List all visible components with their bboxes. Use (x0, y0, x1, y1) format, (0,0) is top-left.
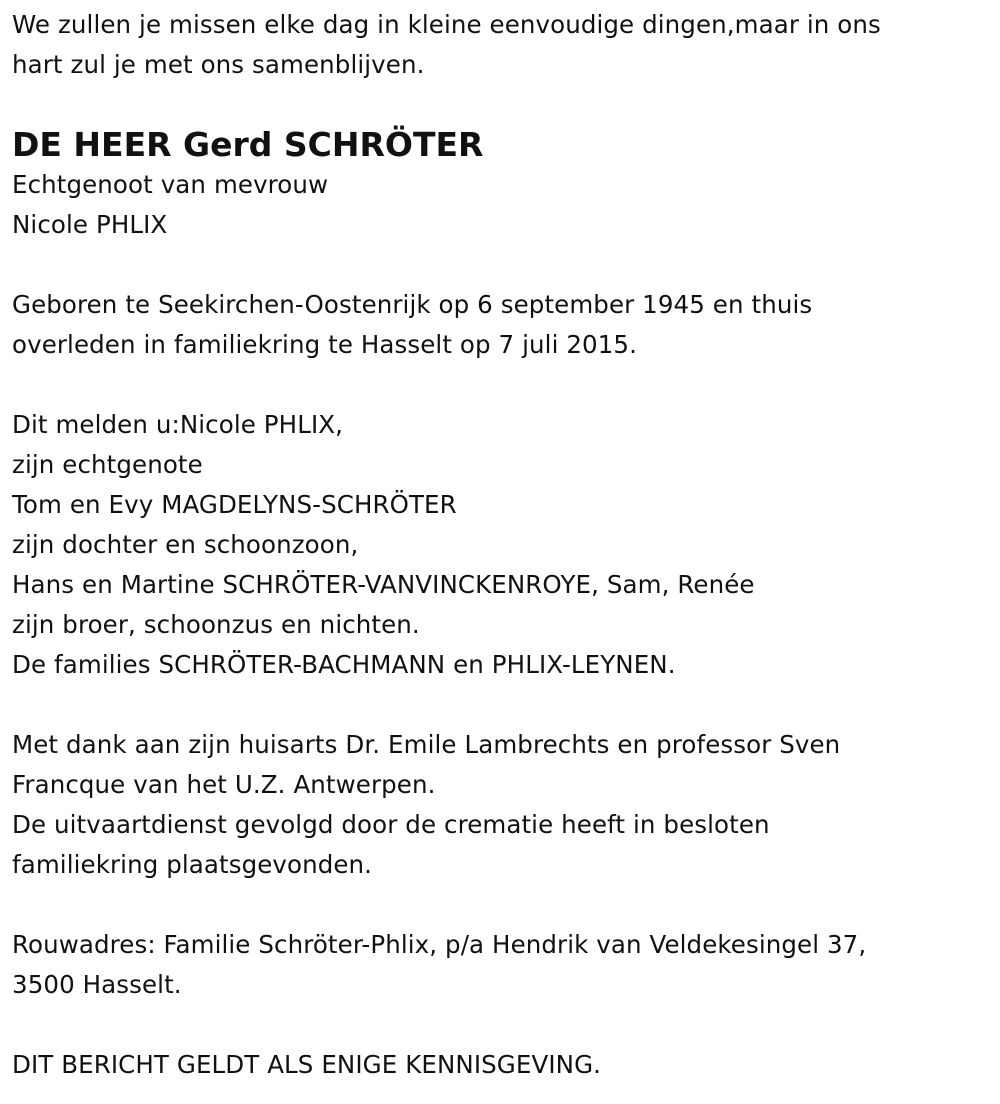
text-line: Geboren te Seekirchen-Oostenrijk op 6 september 1945 en thuis (12, 290, 813, 319)
text-line: Francque van het U.Z. Antwerpen. (12, 770, 436, 799)
text-line: 3500 Hasselt. (12, 970, 182, 999)
spacer (12, 685, 992, 725)
text-line: familiekring plaatsgevonden. (12, 850, 373, 879)
text-line: De uitvaartdienst gevolgd door de crematie heeft in besloten (12, 810, 770, 839)
text-line: zijn dochter en schoonzoon, (12, 530, 359, 559)
text-line: zijn broer, schoonzus en nichten. (12, 610, 420, 639)
spacer (12, 365, 992, 405)
deceased-name-heading: DE HEER Gerd SCHRÖTER (12, 125, 484, 164)
announcers-paragraph (12, 405, 992, 685)
text-line: Echtgenoot van mevrouw (12, 170, 329, 199)
address-paragraph (12, 925, 992, 1005)
spouse-paragraph (12, 165, 992, 245)
text-line: Hans en Martine SCHRÖTER-VANVINCKENROYE, Sam, Renée (12, 570, 755, 599)
spacer (12, 245, 992, 285)
text-line: zijn echtgenote (12, 450, 203, 479)
thanks-paragraph (12, 725, 992, 885)
text-line: overleden in familiekring te Hasselt op 7 juli 2015. (12, 330, 637, 359)
text-line: We zullen je missen elke dag in kleine eenvoudige dingen,maar in ons (12, 10, 881, 39)
obituary-document (12, 5, 992, 1085)
text-line: Rouwadres: Familie Schröter-Phlix, p/a Hendrik van Veldekesingel 37, (12, 930, 867, 959)
motto-paragraph (12, 5, 992, 85)
text-line: Nicole PHLIX (12, 210, 168, 239)
text-line: Tom en Evy MAGDELYNS-SCHRÖTER (12, 490, 457, 519)
text-line: Met dank aan zijn huisarts Dr. Emile Lambrechts en professor Sven (12, 730, 841, 759)
text-line: De families SCHRÖTER-BACHMANN en PHLIX-LEYNEN. (12, 650, 676, 679)
text-line: hart zul je met ons samenblijven. (12, 50, 425, 79)
birth-death-paragraph (12, 285, 992, 365)
text-line: Dit melden u:Nicole PHLIX, (12, 410, 344, 439)
notice-line: DIT BERICHT GELDT ALS ENIGE KENNISGEVING. (12, 1050, 602, 1079)
spacer (12, 885, 992, 925)
spacer (12, 1005, 992, 1045)
